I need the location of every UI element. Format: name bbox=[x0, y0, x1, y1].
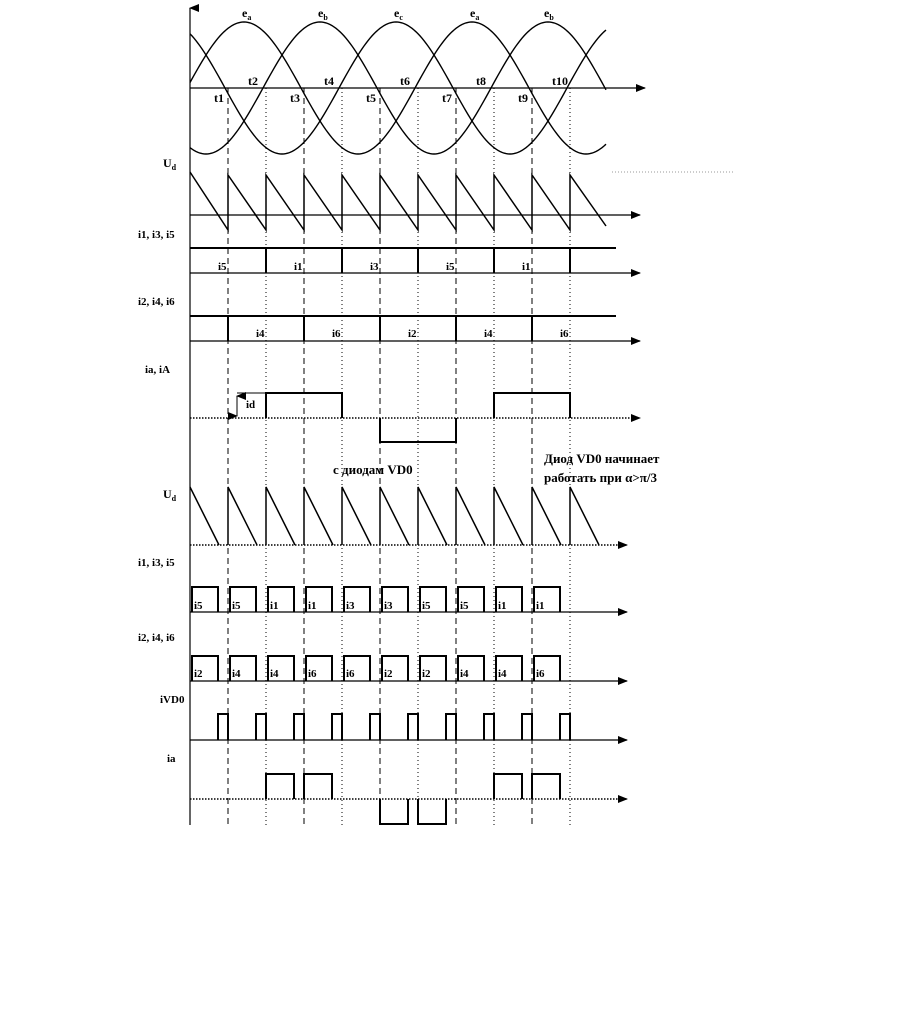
vd0-note-line1: Диод VD0 начинает bbox=[544, 451, 660, 466]
vd0-pulse bbox=[484, 714, 494, 740]
vd0-caption: с диодам VD0 bbox=[333, 462, 413, 477]
pulse-label: i5 bbox=[460, 600, 469, 612]
ud-waveform-2 bbox=[190, 487, 599, 545]
segment-label: i1 bbox=[522, 261, 531, 273]
vd0-pulse bbox=[332, 714, 342, 740]
segment-label: i6 bbox=[332, 328, 341, 340]
segment-label: i2 bbox=[408, 328, 417, 340]
time-label: t4 bbox=[324, 74, 334, 88]
segment-label: i5 bbox=[446, 261, 455, 273]
pulse-label: i3 bbox=[346, 600, 355, 612]
vd0-pulse bbox=[256, 714, 266, 740]
even-currents-label-1: i2, i4, i6 bbox=[138, 296, 175, 308]
id-label: id bbox=[246, 399, 256, 411]
emf-label: $e_a$ bbox=[470, 6, 480, 22]
ia-pulse-negative bbox=[418, 799, 446, 824]
even-current-pulses-2 bbox=[192, 656, 560, 681]
vd0-current-label: iVD0 bbox=[160, 694, 185, 706]
pulse-label: i5 bbox=[194, 600, 203, 612]
pulse-label: i1 bbox=[498, 600, 507, 612]
time-label: t10 bbox=[552, 74, 568, 88]
vd0-current-pulses bbox=[218, 714, 570, 740]
ud-waveform-1 bbox=[190, 172, 606, 230]
vd0-note-line2: работать при α>π/3 bbox=[544, 470, 657, 485]
pulse-label: i2 bbox=[422, 668, 431, 680]
odd-current-pulses-2 bbox=[192, 587, 560, 612]
ia-pulse-positive bbox=[494, 774, 522, 799]
time-label: t3 bbox=[290, 91, 300, 105]
pulse-label: i6 bbox=[346, 668, 355, 680]
segment-label: i6 bbox=[560, 328, 569, 340]
ia-pulse-negative bbox=[380, 799, 408, 824]
time-labels bbox=[214, 74, 568, 105]
segment-label: i4 bbox=[484, 328, 493, 340]
ia-pulse-positive bbox=[532, 774, 560, 799]
even-current-segments-1 bbox=[228, 316, 569, 341]
pulse-label: i1 bbox=[308, 600, 317, 612]
odd-current-segments-1 bbox=[218, 248, 570, 273]
pulse-label: i4 bbox=[460, 668, 469, 680]
ud-sawtooth-with-vd0 bbox=[190, 487, 599, 545]
pulse-label: i5 bbox=[422, 600, 431, 612]
time-label: t5 bbox=[366, 91, 376, 105]
time-guide-lines bbox=[228, 88, 570, 825]
emf-labels bbox=[242, 6, 554, 22]
pulse-label: i3 bbox=[384, 600, 393, 612]
emf-label: $e_b$ bbox=[318, 6, 328, 22]
vd0-pulse bbox=[408, 714, 418, 740]
ud-label-2: $U_d$ bbox=[163, 487, 177, 503]
vd0-pulse bbox=[370, 714, 380, 740]
vd0-pulse bbox=[446, 714, 456, 740]
pulse-label: i4 bbox=[270, 668, 279, 680]
pulse-label: i2 bbox=[384, 668, 393, 680]
segment-label: i3 bbox=[370, 261, 379, 273]
time-label: t2 bbox=[248, 74, 258, 88]
ia-pulse-positive bbox=[304, 774, 332, 799]
time-label: t9 bbox=[518, 91, 528, 105]
pulse-label: i2 bbox=[194, 668, 203, 680]
vd0-pulse bbox=[560, 714, 570, 740]
pulse-label: i1 bbox=[270, 600, 279, 612]
emf-label: $e_a$ bbox=[242, 6, 252, 22]
pulse-label: i6 bbox=[308, 668, 317, 680]
ia-pulse-positive bbox=[266, 774, 294, 799]
time-label: t7 bbox=[442, 91, 452, 105]
ud-sawtooth bbox=[190, 172, 606, 230]
vd0-pulse bbox=[294, 714, 304, 740]
segment-label: i1 bbox=[294, 261, 303, 273]
ia-label-2: ia bbox=[167, 753, 176, 765]
segment-label: i5 bbox=[218, 261, 227, 273]
pulse-label: i1 bbox=[536, 600, 545, 612]
time-label: t8 bbox=[476, 74, 486, 88]
time-label: t1 bbox=[214, 91, 224, 105]
ud-label-1: $U_d$ bbox=[163, 156, 177, 172]
time-label: t6 bbox=[400, 74, 410, 88]
odd-currents-label-1: i1, i3, i5 bbox=[138, 229, 175, 241]
pulse-label: i6 bbox=[536, 668, 545, 680]
emf-label: $e_c$ bbox=[394, 6, 403, 22]
even-currents-label-2: i2, i4, i6 bbox=[138, 632, 175, 644]
pulse-label: i5 bbox=[232, 600, 241, 612]
emf-label: $e_b$ bbox=[544, 6, 554, 22]
ia-label-1: ia, iA bbox=[145, 364, 171, 376]
vd0-pulse bbox=[218, 714, 228, 740]
vd0-pulse bbox=[522, 714, 532, 740]
pulse-label: i4 bbox=[498, 668, 507, 680]
segment-label: i4 bbox=[256, 328, 265, 340]
odd-currents-label-2: i1, i3, i5 bbox=[138, 557, 175, 569]
pulse-label: i4 bbox=[232, 668, 241, 680]
